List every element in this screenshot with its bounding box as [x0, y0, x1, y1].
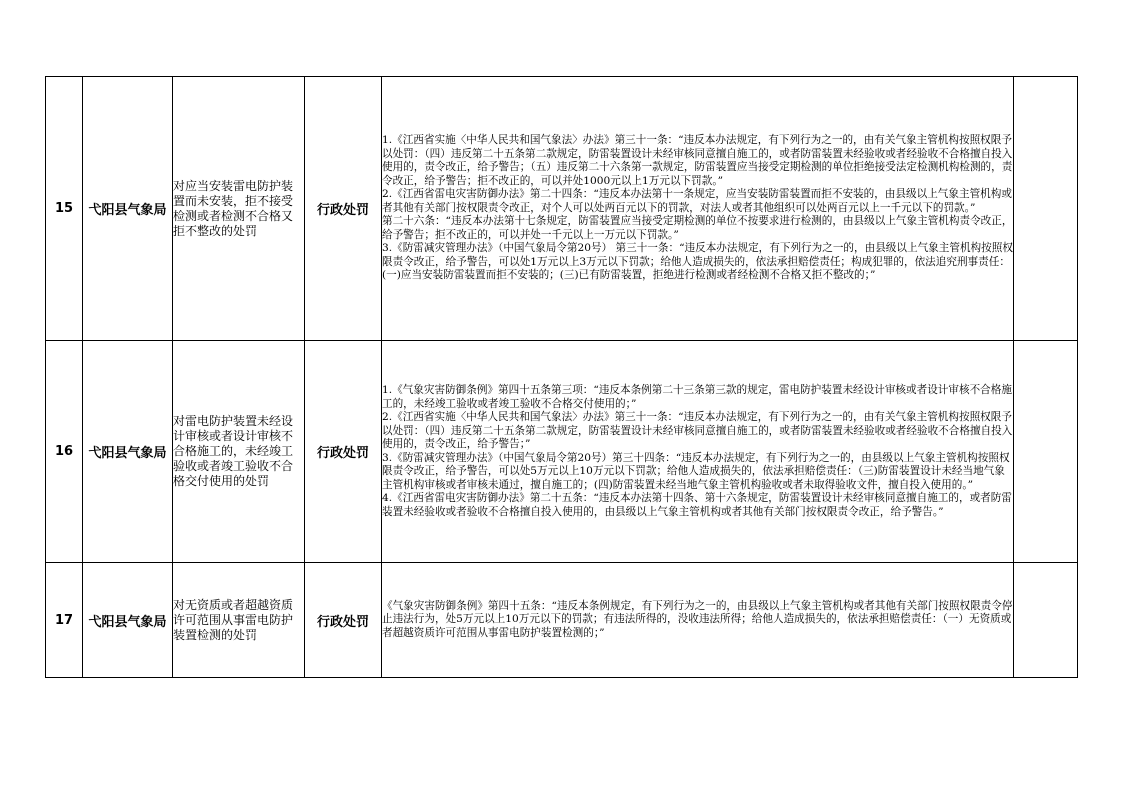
empty-cell — [1014, 77, 1078, 341]
legal-basis-paragraph: 1.《江西省实施〈中华人民共和国气象法〉办法》第三十一条：“违反本办法规定，有下列行为之一的，由有关气象主管机构按照权限予以处罚：（四）违反第二十五条第二款规定，防雷装置设计未经审核同意擅自施工的，或者防雷装置未经验收或者经验收不合格擅自投入使用的，责令改正，给予警告；（五）违反第二十六条第一款规定，防雷装置应当接受定期检测的单位拒绝接受法定检测机构检测的，责令改正，给予警告；拒不改正的，可以并处1000元以上1万元以下罚款。” — [382, 134, 1013, 187]
penalty-type-cell: 行政处罚 — [305, 563, 382, 678]
penalty-table — [45, 76, 1078, 678]
legal-basis-paragraph: 3.《防雷减灾管理办法》（中国气象局令第20号） 第三十一条：“违反本办法规定，有下列行为之一的，由县级以上气象主管机构按照权限责令改正，给予警告，可以处1万元以上3万元以下罚款；给他人造成损失的，依法承担赔偿责任；构成犯罪的，依法追究刑事责任：(一)应当安装防雷装置而拒不安装的；(三)已有防雷装置，拒绝进行检测或者经检测不合格又拒不整改的；” — [382, 242, 1013, 282]
row-number: 17 — [46, 563, 83, 678]
empty-cell — [1014, 341, 1078, 563]
legal-basis-cell — [382, 563, 1014, 678]
penalty-item-cell: 对应当安装雷电防护装置而未安装，拒不接受检测或者检测不合格又拒不整改的处罚 — [173, 77, 305, 341]
legal-basis-paragraph: 2.《江西省雷电灾害防御办法》第二十四条：“违反本办法第十一条规定，应当安装防雷装置而拒不安装的，由县级以上气象主管机构或者其他有关部门按权限责令改正，对个人可以处两百元以下的罚款，对法人或者其他组织可以处两百元以上一千元以下的罚款。” — [382, 188, 1012, 214]
penalty-item-cell: 对无资质或者超越资质许可范围从事雷电防护装置检测的处罚 — [173, 563, 305, 678]
table-row — [46, 341, 1078, 563]
legal-basis-cell — [382, 77, 1014, 341]
penalty-type-cell: 行政处罚 — [305, 77, 382, 341]
legal-basis-paragraph: 3.《防雷减灾管理办法》（中国气象局令第20号）第三十四条：“违反本办法规定，有下列行为之一的，由县级以上气象主管机构按照权限责令改正，给予警告，可以处5万元以上10万元以下罚款；给他人造成损失的，依法承担赔偿责任：（三)防雷装置设计未经当地气象主管机构审核或者审核未通过，擅自施工的；(四)防雷装置未经当地气象主管机构验收或者未取得验收文件，擅自投入使用的。” — [382, 451, 1010, 491]
penalty-type-cell: 行政处罚 — [305, 341, 382, 563]
table-row — [46, 563, 1078, 678]
legal-basis-paragraph: 4.《江西省雷电灾害防御办法》第二十五条：“违反本办法第十四条、第十六条规定，防雷装置设计未经审核同意擅自施工的，或者防雷装置未经验收或者验收不合格擅自投入使用的，由县级以上气象主管机构或者其他有关部门按权限责令改正，给予警告。” — [382, 492, 1012, 518]
legal-basis-paragraph: 2.《江西省实施〈中华人民共和国气象法〉办法》第三十一条：“违反本办法规定，有下列行为之一的，由有关气象主管机构按照权限予以处罚：（四）违反第二十五条第二款规定，防雷装置设计未经审核同意擅自施工的，或者防雷装置未经验收或者经验收不合格擅自投入使用的，责令改正，给予警告；” — [382, 411, 1013, 450]
row-number: 15 — [46, 77, 83, 341]
department-cell: 弋阳县气象局 — [83, 341, 173, 563]
department-cell: 弋阳县气象局 — [83, 563, 173, 678]
legal-basis-paragraph: 1.《气象灾害防御条例》第四十五条第三项：“违反本条例第二十三条第三款的规定，雷电防护装置未经设计审核或者设计审核不合格施工的，未经竣工验收或者竣工验收不合格交付使用的；” — [382, 384, 1012, 410]
legal-basis-paragraph: 第二十六条：“违反本办法第十七条规定，防雷装置应当接受定期检测的单位不按要求进行检测的，由县级以上气象主管机构责令改正，给予警告；拒不改正的，可以并处一千元以上一万元以下罚款。” — [382, 215, 1013, 241]
legal-basis-paragraph: 《气象灾害防御条例》第四十五条：“违反本条例规定，有下列行为之一的，由县级以上气象主管机构或者其他有关部门按照权限责令停止违法行为，处5万元以上10万元以下的罚款；有违法所得的，没收违法所得；给他人造成损失的，依法承担赔偿责任：（一）无资质或者超越资质许可范围从事雷电防护装置检测的；” — [382, 599, 1013, 639]
department-cell: 弋阳县气象局 — [83, 77, 173, 341]
empty-cell — [1014, 563, 1078, 678]
legal-basis-cell — [382, 341, 1014, 563]
row-number: 16 — [46, 341, 83, 563]
penalty-item-cell: 对雷电防护装置未经设计审核或者设计审核不合格施工的，未经竣工验收或者竣工验收不合格交付使用的处罚 — [173, 341, 305, 563]
table-row — [46, 77, 1078, 341]
